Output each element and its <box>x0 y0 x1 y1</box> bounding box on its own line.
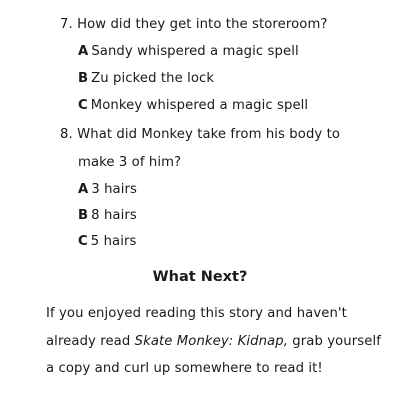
question-text-line2: make 3 of him? <box>78 155 182 170</box>
option-text: Sandy whispered a magic spell <box>91 44 299 59</box>
option-letter: B <box>78 208 89 223</box>
question-number: 7. <box>60 17 73 32</box>
q8-option-a <box>78 181 137 199</box>
option-letter: A <box>78 44 89 59</box>
what-next-line-1: If you enjoyed reading this story and haven't <box>46 306 347 321</box>
option-letter: B <box>78 71 89 86</box>
what-next-line-2 <box>46 333 381 351</box>
option-letter: C <box>78 98 88 113</box>
q7-option-b <box>78 70 214 88</box>
q8-option-c <box>78 233 136 251</box>
q7-option-c <box>78 97 308 115</box>
q8-option-b <box>78 207 137 225</box>
q7-option-a <box>78 43 299 61</box>
option-text: Monkey whispered a magic spell <box>90 98 309 113</box>
what-next-heading: What Next? <box>152 269 248 285</box>
text-segment: grab yourself <box>288 334 381 349</box>
question-text-line1: What did Monkey take from his body to <box>77 127 341 142</box>
option-text: 5 hairs <box>90 234 137 249</box>
option-letter: A <box>78 182 89 197</box>
question-8 <box>60 126 340 144</box>
text-segment: already read <box>46 334 135 349</box>
option-letter: C <box>78 234 88 249</box>
question-text: How did they get into the storeroom? <box>77 17 328 32</box>
option-text: 8 hairs <box>91 208 137 223</box>
question-number: 8. <box>60 127 73 142</box>
question-7 <box>60 16 328 34</box>
what-next-line-3: a copy and curl up somewhere to read it! <box>46 361 323 376</box>
option-text: 3 hairs <box>91 182 137 197</box>
option-text: Zu picked the lock <box>91 71 215 86</box>
question-8-continued <box>78 154 181 172</box>
book-title: Skate Monkey: Kidnap, <box>134 334 288 349</box>
